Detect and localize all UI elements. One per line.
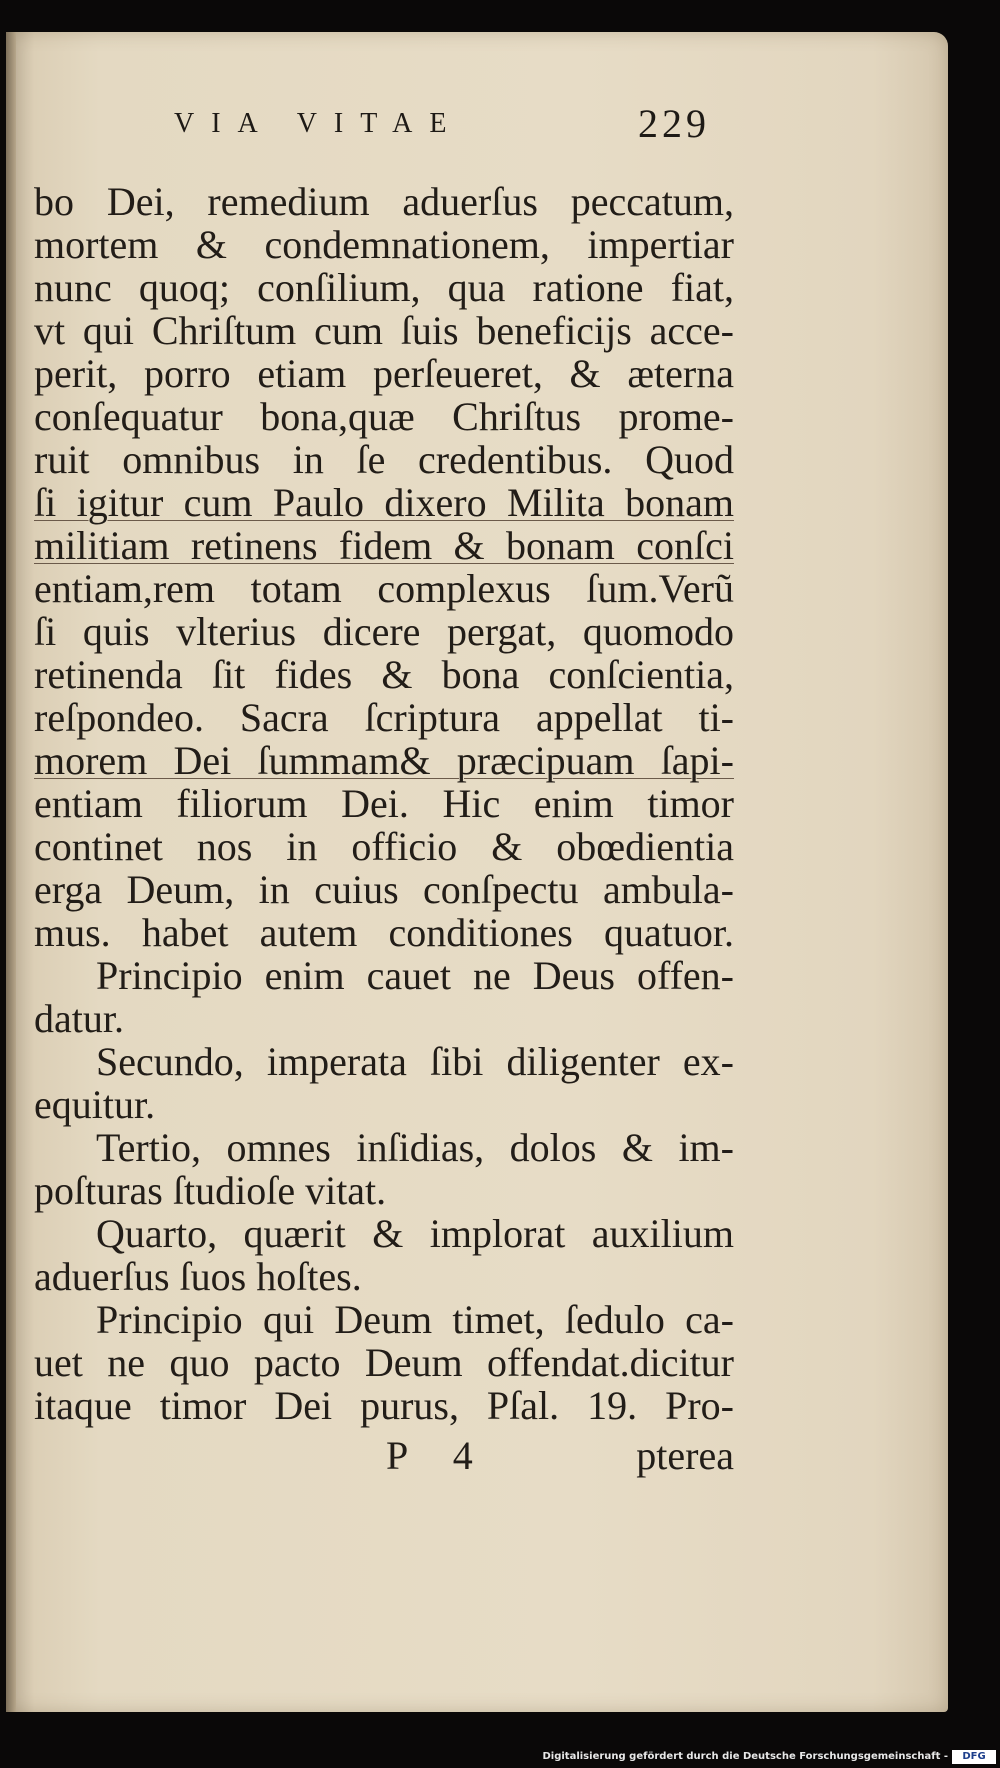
text-line: aduerſus ſuos hoſtes. [34, 1254, 362, 1299]
signature-mark: P 4 [386, 1433, 491, 1478]
text-line: poſturas ſtudioſe vitat. [34, 1168, 387, 1213]
text-line: militiam retinens fidem & bonam conſci [34, 523, 734, 568]
text-line: bo Dei, remedium aduerſus peccatum, [34, 179, 734, 224]
text-line: datur. [34, 996, 124, 1041]
catchword: pterea [636, 1433, 734, 1478]
text-line: ruit omnibus in ſe credentibus. Quod [34, 437, 734, 482]
text-line: perit, porro etiam perſeueret, & æterna [34, 351, 734, 396]
text-line: itaque timor Dei purus, Pſal. 19. Pro- [34, 1383, 734, 1428]
text-line: retinenda ſit fides & bona conſcientia, [34, 652, 734, 697]
text-line: Principio qui Deum timet, ſedulo ca- [96, 1297, 734, 1342]
running-title: VIA VITAE [174, 108, 464, 139]
book-page [6, 32, 948, 1712]
text-line: Secundo, imperata ſibi diligenter ex- [96, 1039, 734, 1084]
text-line: mortem & condemnationem, impertiar [34, 222, 734, 267]
digitization-credit: Digitalisierung gefördert durch die Deutsche Forschungsgemeinschaft - [542, 1751, 948, 1762]
text-line: vt qui Chriſtum cum ſuis beneficijs acce- [34, 308, 734, 353]
text-line: equitur. [34, 1082, 156, 1127]
text-line: continet nos in officio & obœdientia [34, 824, 734, 869]
dfg-logo: DFG [952, 1750, 996, 1764]
text-line: conſequatur bona,quæ Chriſtus prome- [34, 394, 734, 439]
text-line: mus. habet autem conditiones quatuor. [34, 910, 734, 955]
text-line: Principio enim cauet ne Deus offen- [96, 953, 734, 998]
page-footer [386, 1432, 734, 1478]
page-number: 229 [638, 101, 710, 146]
body-text [34, 180, 734, 1427]
page-edge [6, 32, 16, 1712]
text-line: morem Dei ſummam& præcipuam ſapi- [34, 738, 734, 783]
page-header [174, 101, 710, 158]
text-line: reſpondeo. Sacra ſcriptura appellat ti- [34, 695, 734, 740]
text-line: entiam,rem totam complexus ſum.Verũ [34, 566, 734, 611]
text-line: ſi quis vlterius dicere pergat, quomodo [34, 609, 734, 654]
text-line: nunc quoq; conſilium, qua ratione fiat, [34, 265, 734, 310]
text-line: Tertio, omnes inſidias, dolos & im- [96, 1125, 734, 1170]
text-line: Quarto, quærit & implorat auxilium [96, 1211, 734, 1256]
text-line: uet ne quo pacto Deum offendat.dicitur [34, 1340, 734, 1385]
text-line: ſi igitur cum Paulo dixero Milita bonam [34, 480, 734, 525]
text-line: erga Deum, in cuius conſpectu ambula- [34, 867, 734, 912]
text-line: entiam filiorum Dei. Hic enim timor [34, 781, 734, 826]
